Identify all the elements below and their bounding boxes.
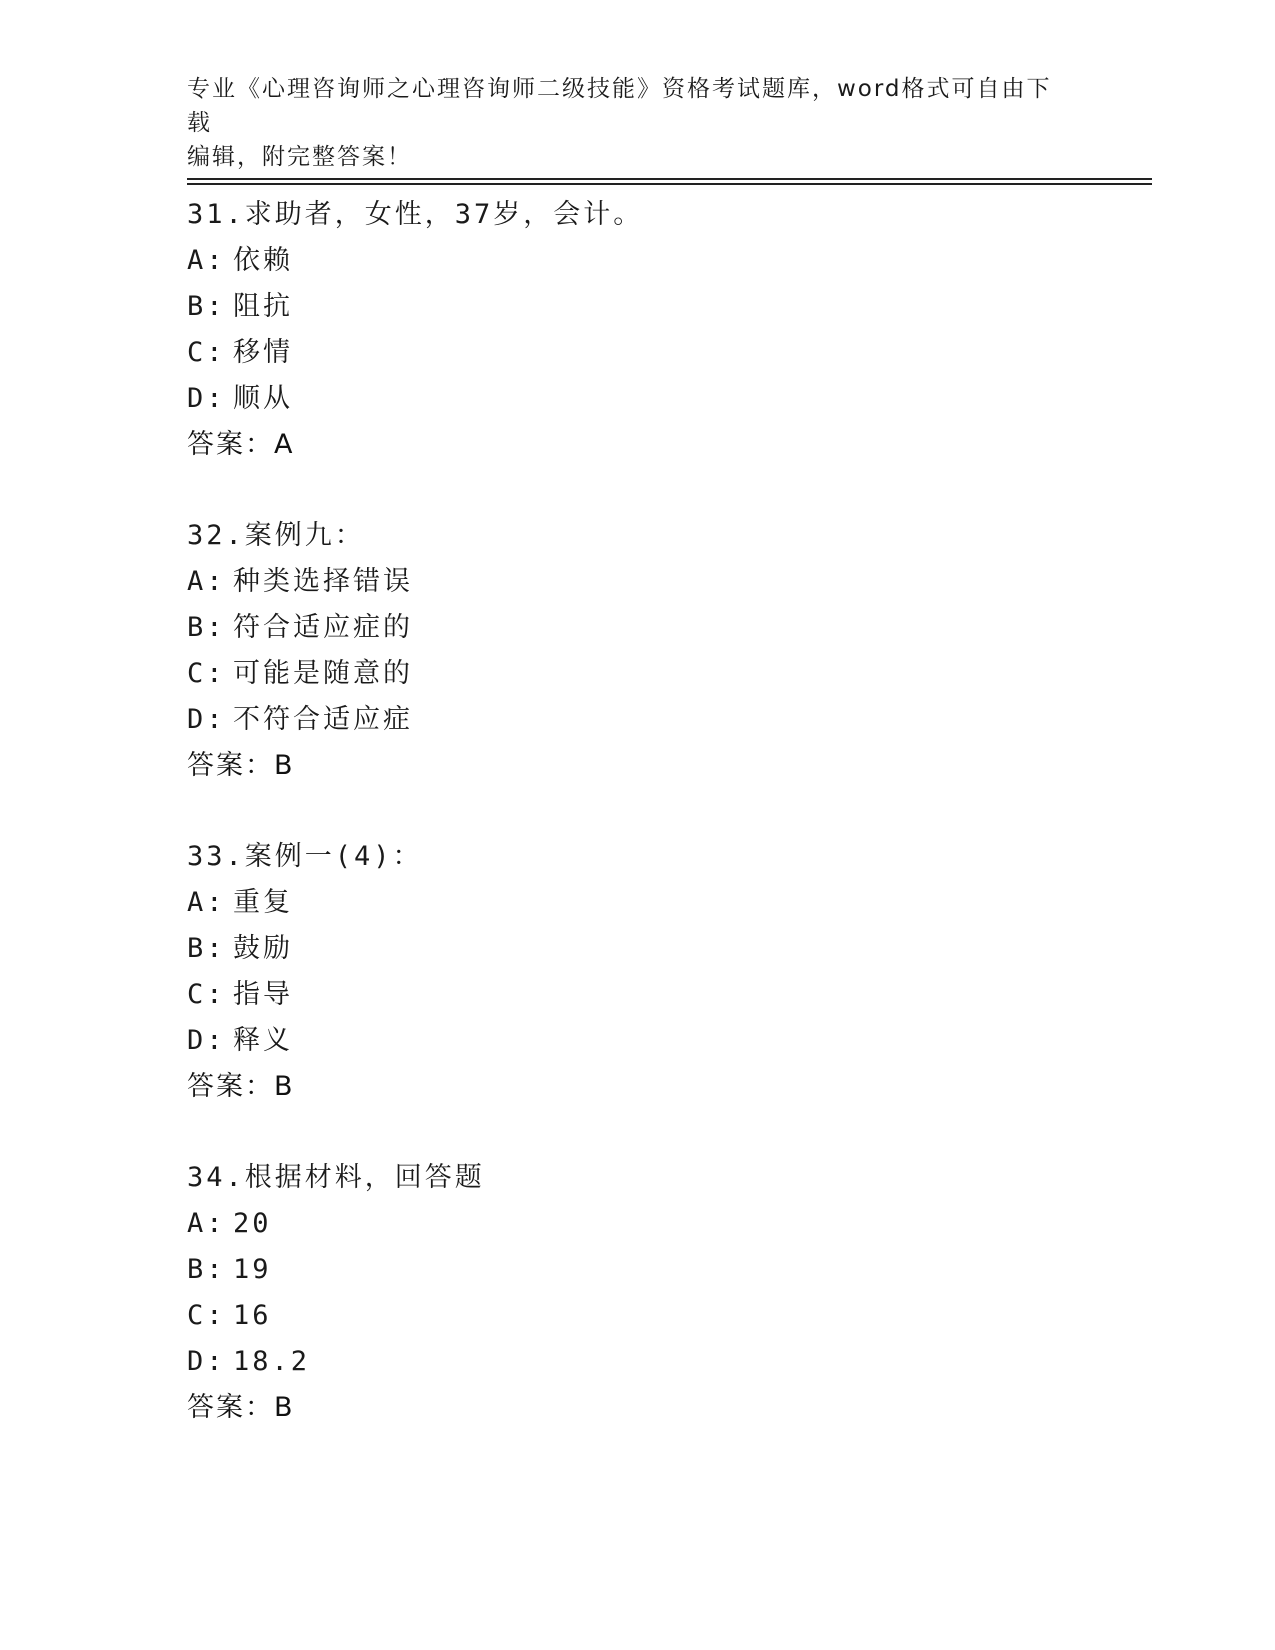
option-c xyxy=(187,651,1147,697)
option-b xyxy=(187,605,1147,651)
option-text: 阻抗 xyxy=(233,291,293,322)
header-line-1: 专业《心理咨询师之心理咨询师二级技能》资格考试题库，word格式可自由下载 xyxy=(187,76,1052,136)
option-label: D: xyxy=(187,1025,226,1056)
option-label: A: xyxy=(187,887,226,918)
option-text: 符合适应症的 xyxy=(233,612,413,643)
option-text: 指导 xyxy=(233,979,293,1010)
option-label: D: xyxy=(187,383,226,414)
question-stem: 32.案例九： xyxy=(187,520,365,551)
option-label: C: xyxy=(187,1300,226,1331)
option-label: D: xyxy=(187,1346,226,1377)
header-divider-top xyxy=(187,178,1152,180)
question-stem: 31.求助者，女性，37岁，会计。 xyxy=(187,199,644,230)
option-d xyxy=(187,697,1147,743)
option-label: C: xyxy=(187,337,226,368)
option-c xyxy=(187,972,1147,1018)
option-a xyxy=(187,1201,1147,1247)
option-c xyxy=(187,330,1147,376)
answer-line: 答案：A xyxy=(187,429,295,460)
option-text: 20 xyxy=(233,1208,272,1239)
option-text: 依赖 xyxy=(233,245,293,276)
option-text: 顺从 xyxy=(233,383,293,414)
option-b xyxy=(187,284,1147,330)
option-label: C: xyxy=(187,979,226,1010)
option-b xyxy=(187,1247,1147,1293)
option-label: A: xyxy=(187,566,226,597)
option-label: B: xyxy=(187,612,226,643)
option-label: A: xyxy=(187,1208,226,1239)
question-31 xyxy=(187,192,1147,468)
question-34 xyxy=(187,1155,1147,1431)
question-33 xyxy=(187,834,1147,1110)
option-a xyxy=(187,559,1147,605)
option-text: 重复 xyxy=(233,887,293,918)
option-text: 移情 xyxy=(233,337,293,368)
header-divider-bottom xyxy=(187,183,1152,185)
option-text: 不符合适应症 xyxy=(233,704,413,735)
option-a xyxy=(187,880,1147,926)
option-text: 释义 xyxy=(233,1025,293,1056)
header-line-2: 编辑，附完整答案！ xyxy=(187,144,412,170)
answer-line: 答案：B xyxy=(187,1392,295,1423)
document-header xyxy=(187,72,1067,174)
answer-line: 答案：B xyxy=(187,1071,295,1102)
option-label: C: xyxy=(187,658,226,689)
option-text: 可能是随意的 xyxy=(233,658,413,689)
option-d xyxy=(187,1339,1147,1385)
question-32 xyxy=(187,513,1147,789)
option-b xyxy=(187,926,1147,972)
option-label: B: xyxy=(187,933,226,964)
option-c xyxy=(187,1293,1147,1339)
option-label: B: xyxy=(187,1254,226,1285)
option-text: 18.2 xyxy=(233,1346,311,1377)
option-text: 种类选择错误 xyxy=(233,566,413,597)
option-label: B: xyxy=(187,291,226,322)
option-d xyxy=(187,1018,1147,1064)
answer-line: 答案：B xyxy=(187,750,295,781)
option-text: 16 xyxy=(233,1300,272,1331)
question-list xyxy=(187,192,1147,1476)
question-stem: 34.根据材料，回答题 xyxy=(187,1162,485,1193)
option-text: 19 xyxy=(233,1254,272,1285)
option-text: 鼓励 xyxy=(233,933,293,964)
option-d xyxy=(187,376,1147,422)
option-label: D: xyxy=(187,704,226,735)
option-a xyxy=(187,238,1147,284)
question-stem: 33.案例一(4)： xyxy=(187,841,423,872)
option-label: A: xyxy=(187,245,226,276)
